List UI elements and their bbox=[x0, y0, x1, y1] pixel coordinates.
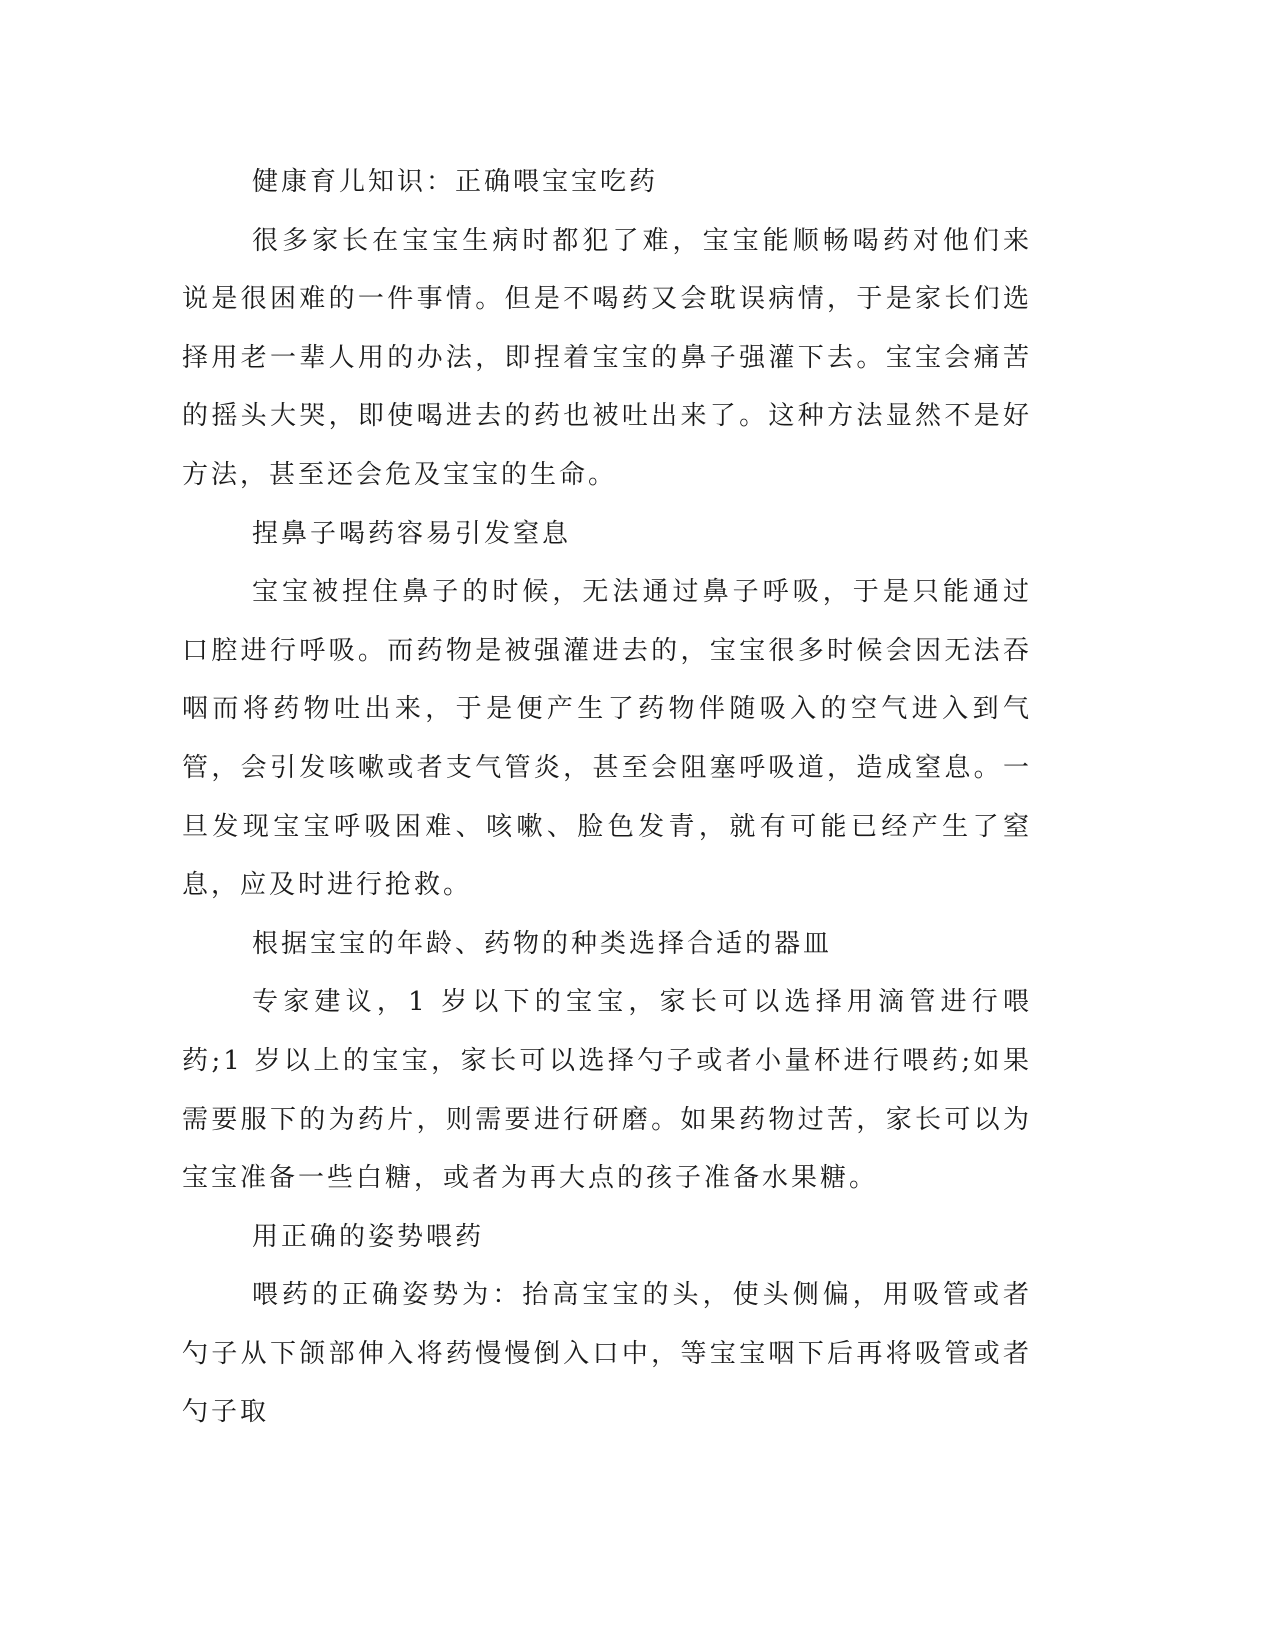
section-body-utensils: 专家建议，1 岁以下的宝宝，家长可以选择用滴管进行喂药;1 岁以上的宝宝，家长可以选择勺子或者小量杯进行喂药;如果需要服下的为药片，则需要进行研磨。如果药物过苦，家长可以为宝宝准备一些白糖，或者为再大点的孩子准备水果糖。 bbox=[182, 987, 1032, 1194]
section-body-posture: 喂药的正确姿势为：抬高宝宝的头，使头侧偏，用吸管或者勺子从下颌部伸入将药慢慢倒入口中，等宝宝咽下后再将吸管或者勺子取 bbox=[182, 1280, 1032, 1428]
document-body bbox=[182, 153, 1032, 1442]
section-heading-utensils: 根据宝宝的年龄、药物的种类选择合适的器皿 bbox=[252, 928, 833, 959]
section-heading-suffocation: 捏鼻子喝药容易引发窒息 bbox=[252, 518, 572, 549]
intro-paragraph: 很多家长在宝宝生病时都犯了难，宝宝能顺畅喝药对他们来说是很困难的一件事情。但是不喝药又会耽误病情，于是家长们选择用老一辈人用的办法，即捏着宝宝的鼻子强灌下去。宝宝会痛苦的摇头大哭，即使喝进去的药也被吐出来了。这种方法显然不是好方法，甚至还会危及宝宝的生命。 bbox=[182, 225, 1032, 490]
document-title: 健康育儿知识：正确喂宝宝吃药 bbox=[252, 167, 659, 197]
section-body-suffocation: 宝宝被捏住鼻子的时候，无法通过鼻子呼吸，于是只能通过口腔进行呼吸。而药物是被强灌进去的，宝宝很多时候会因无法吞咽而将药物吐出来，于是便产生了药物伴随吸入的空气进入到气管，会引发咳嗽或者支气管炎，甚至会阻塞呼吸道，造成窒息。一旦发现宝宝呼吸困难、咳嗽、脸色发青，就有可能已经产生了窒息，应及时进行抢救。 bbox=[182, 577, 1032, 901]
section-heading-posture: 用正确的姿势喂药 bbox=[252, 1221, 485, 1252]
